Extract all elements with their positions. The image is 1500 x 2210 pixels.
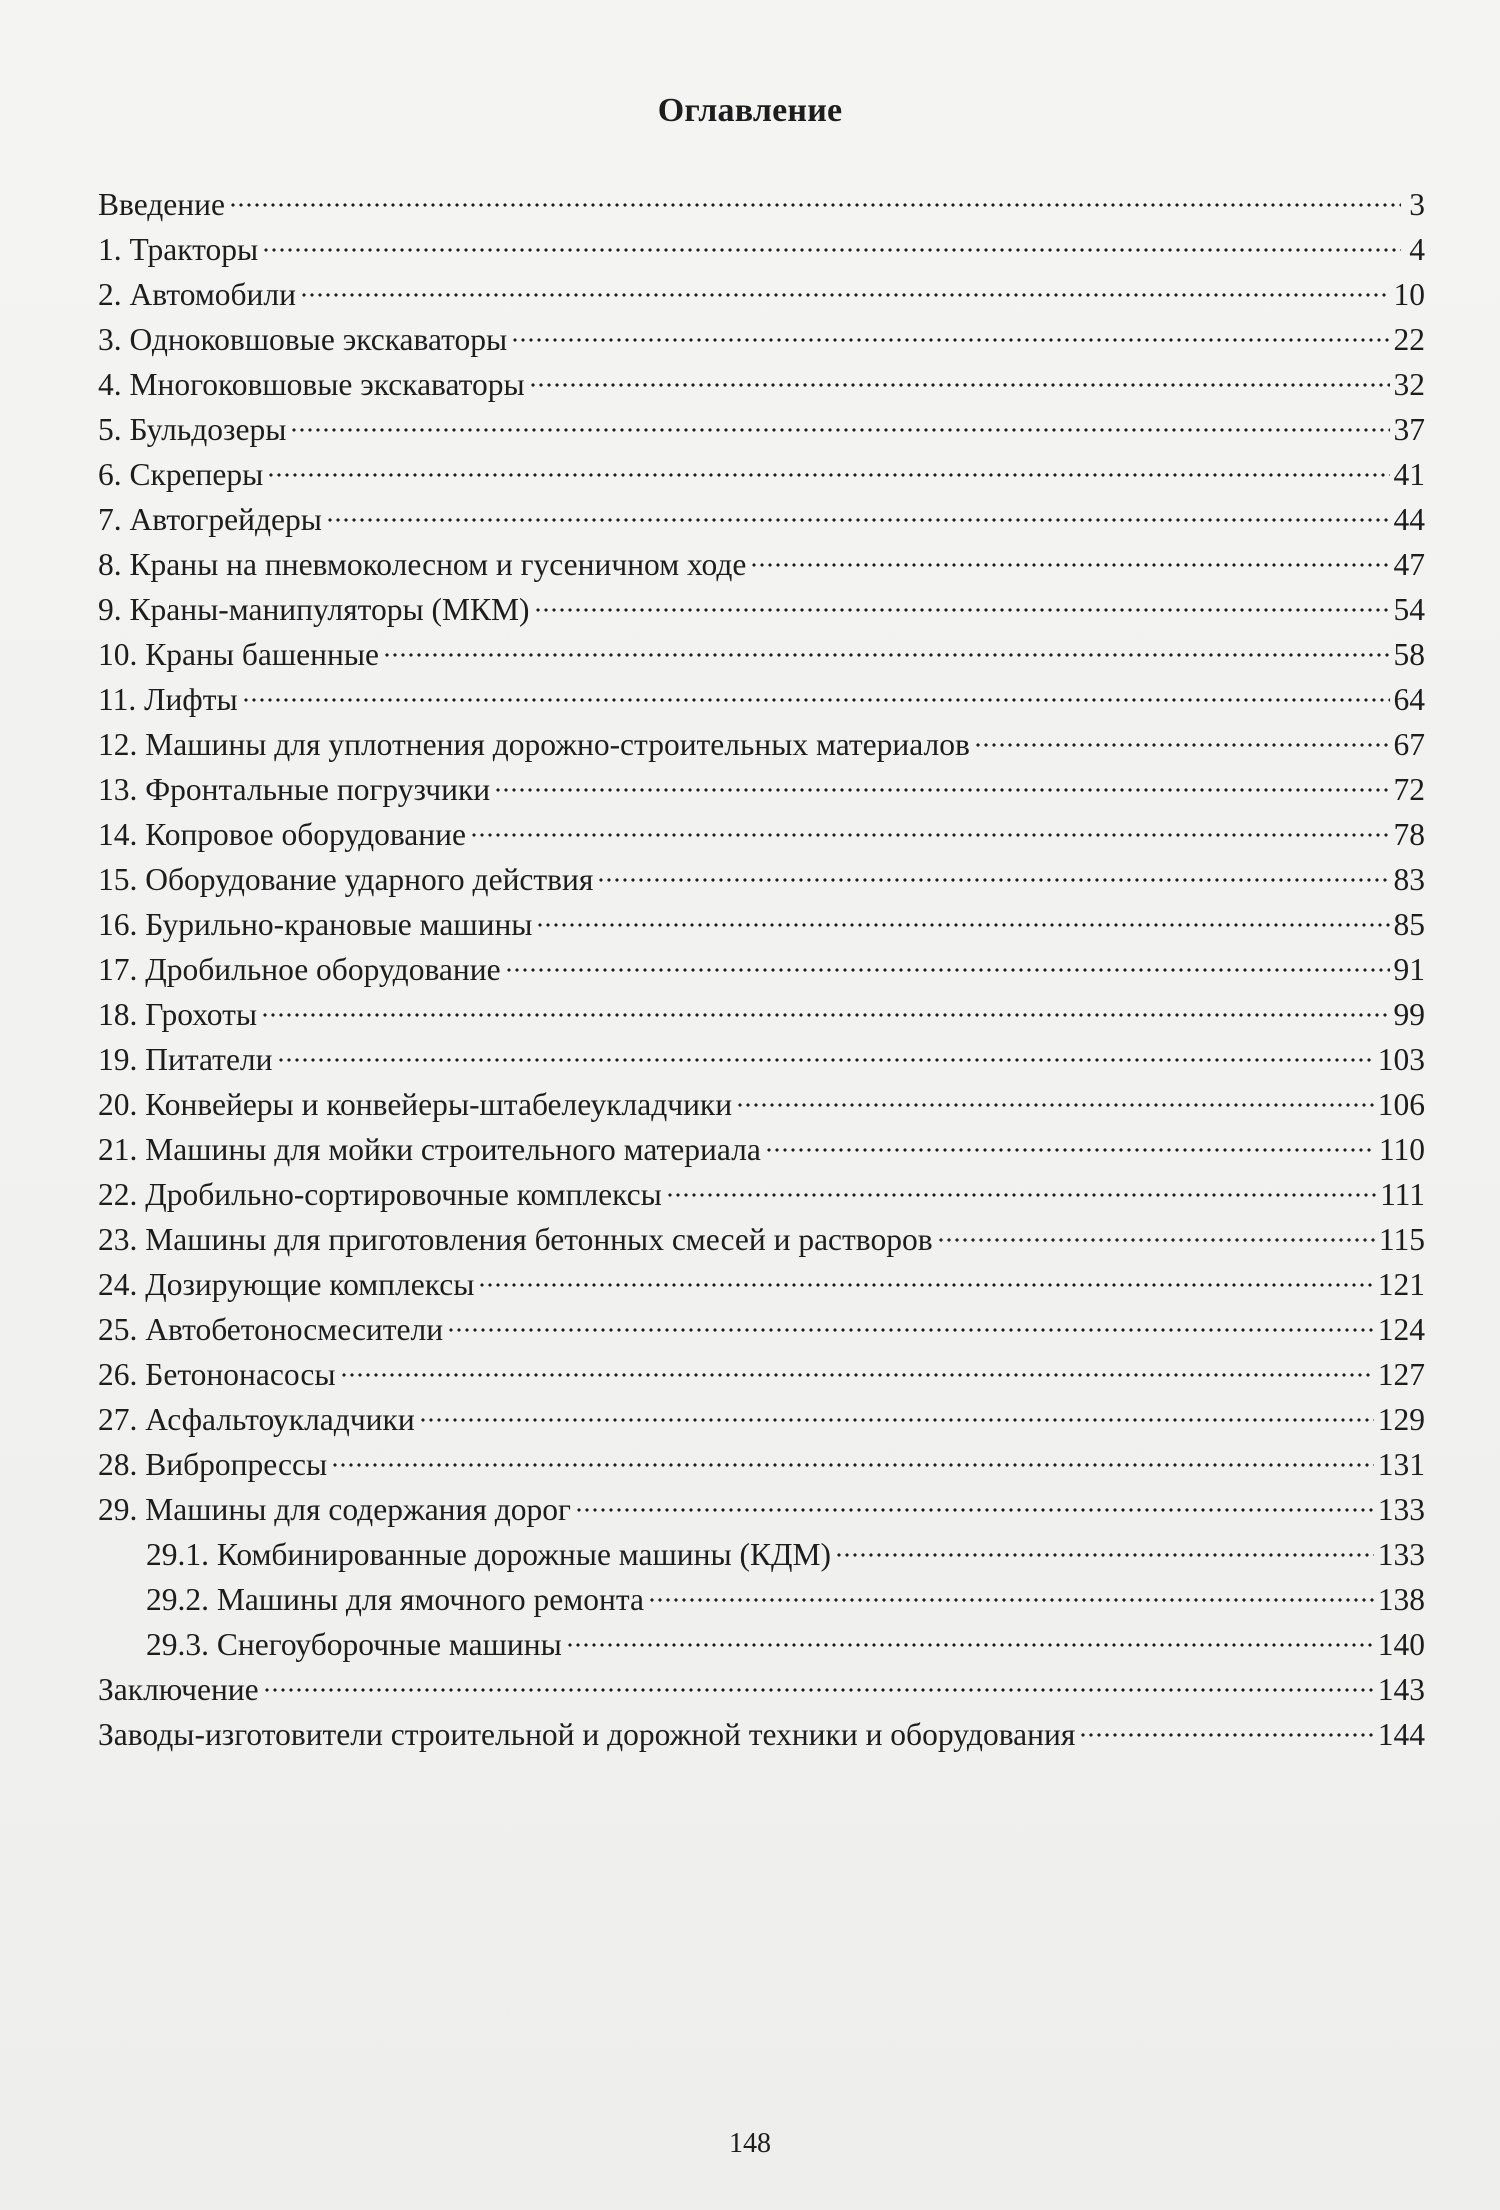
dot-leader — [229, 203, 1401, 207]
toc-entry — [98, 812, 1425, 857]
toc-entry-page: 127 — [1377, 1357, 1425, 1392]
toc-entry — [98, 1397, 1425, 1442]
dot-leader — [765, 1148, 1375, 1152]
toc-subentry — [98, 1532, 1425, 1577]
toc-entry-label: 8. Краны на пневмоколесном и гусеничном ходе — [98, 547, 747, 582]
toc-entry-page: 115 — [1378, 1222, 1425, 1257]
toc-entry-label: 15. Оборудование ударного действия — [98, 862, 594, 897]
toc-entry-page: 85 — [1393, 907, 1425, 942]
dot-leader — [536, 923, 1389, 927]
dot-leader — [974, 743, 1390, 747]
toc-entry-page: 72 — [1393, 772, 1425, 807]
toc-entry — [98, 317, 1425, 362]
toc-entry — [98, 1712, 1425, 1757]
dot-leader — [666, 1193, 1376, 1197]
toc-entry-page: 133 — [1377, 1537, 1425, 1572]
dot-leader — [494, 788, 1389, 792]
toc-entry — [98, 542, 1425, 587]
toc-entry-page: 124 — [1377, 1312, 1425, 1347]
toc-entry-page: 111 — [1380, 1177, 1425, 1212]
toc-entry — [98, 767, 1425, 812]
toc-entry-label: 24. Дозирующие комплексы — [98, 1267, 475, 1302]
toc-entry-label: 29.3. Снегоуборочные машины — [146, 1627, 562, 1662]
toc-entry-label: 12. Машины для уплотнения дорожно-строительных материалов — [98, 727, 970, 762]
toc-entry-page: 78 — [1393, 817, 1425, 852]
toc-entry-page: 121 — [1377, 1267, 1425, 1302]
toc-entry-label: 23. Машины для приготовления бетонных смесей и растворов — [98, 1222, 933, 1257]
page-title: Оглавление — [657, 92, 843, 129]
toc-entry-page: 10 — [1393, 277, 1425, 312]
toc-entry — [98, 407, 1425, 452]
toc-entry-label: 28. Вибропрессы — [98, 1447, 328, 1482]
toc-entry-label: 10. Краны башенные — [98, 637, 379, 672]
toc-entry — [98, 1217, 1425, 1262]
toc-entry-page: 32 — [1393, 367, 1425, 402]
dot-leader — [534, 608, 1390, 612]
toc-entry-page: 58 — [1393, 637, 1425, 672]
dot-leader — [261, 1013, 1389, 1017]
toc-entry-label: 26. Бетононасосы — [98, 1357, 336, 1392]
table-of-contents — [98, 182, 1425, 1757]
dot-leader — [1079, 1733, 1373, 1737]
toc-entry-label: 25. Автобетоносмесители — [98, 1312, 444, 1347]
toc-entry-page: 103 — [1377, 1042, 1425, 1077]
toc-entry — [98, 227, 1425, 272]
toc-entry — [98, 992, 1425, 1037]
toc-entry-label: 11. Лифты — [98, 682, 238, 717]
toc-entry-label: Заключение — [98, 1672, 259, 1707]
toc-entry — [98, 1352, 1425, 1397]
toc-entry-page: 47 — [1393, 547, 1425, 582]
toc-entry-label: Введение — [98, 187, 225, 222]
toc-entry-page: 131 — [1377, 1447, 1425, 1482]
toc-entry-page: 44 — [1393, 502, 1425, 537]
toc-entry-page: 67 — [1393, 727, 1425, 762]
toc-entry-label: 17. Дробильное оборудование — [98, 952, 501, 987]
toc-entry-label: 4. Многоковшовые экскаваторы — [98, 367, 525, 402]
toc-entry — [98, 857, 1425, 902]
toc-entry-page: 138 — [1377, 1582, 1425, 1617]
dot-leader — [566, 1643, 1374, 1647]
toc-entry — [98, 902, 1425, 947]
dot-leader — [511, 338, 1389, 342]
dot-leader — [736, 1103, 1374, 1107]
dot-leader — [340, 1373, 1374, 1377]
toc-entry-label: 6. Скреперы — [98, 457, 264, 492]
toc-entry-page: 144 — [1377, 1717, 1425, 1752]
toc-entry-label: 29. Машины для содержания дорог — [98, 1492, 571, 1527]
toc-entry-label: 21. Машины для мойки строительного материала — [98, 1132, 761, 1167]
toc-entry-label: 29.2. Машины для ямочного ремонта — [146, 1582, 644, 1617]
toc-entry-page: 3 — [1409, 187, 1425, 222]
toc-entry — [98, 1307, 1425, 1352]
toc-entry-page: 143 — [1377, 1672, 1425, 1707]
toc-entry-page: 4 — [1409, 232, 1425, 267]
toc-entry-page: 91 — [1393, 952, 1425, 987]
dot-leader — [277, 1058, 1374, 1062]
dot-leader — [447, 1328, 1374, 1332]
toc-entry-page: 140 — [1377, 1627, 1425, 1662]
toc-subentry — [98, 1622, 1425, 1667]
dot-leader — [242, 698, 1390, 702]
toc-entry — [98, 1487, 1425, 1532]
toc-entry — [98, 587, 1425, 632]
toc-entry — [98, 1667, 1425, 1712]
dot-leader — [750, 563, 1389, 567]
toc-entry-label: 2. Автомобили — [98, 277, 296, 312]
toc-entry-label: 14. Копровое оборудование — [98, 817, 466, 852]
toc-entry-label: 18. Грохоты — [98, 997, 258, 1032]
dot-leader — [470, 833, 1390, 837]
toc-entry-label: 22. Дробильно-сортировочные комплексы — [98, 1177, 662, 1212]
toc-entry — [98, 362, 1425, 407]
dot-leader — [529, 383, 1390, 387]
dot-leader — [263, 1688, 1374, 1692]
dot-leader — [575, 1508, 1374, 1512]
dot-leader — [331, 1463, 1374, 1467]
dot-leader — [648, 1598, 1374, 1602]
toc-entry-page: 22 — [1393, 322, 1425, 357]
toc-entry-page: 41 — [1393, 457, 1425, 492]
toc-entry-label: 20. Конвейеры и конвейеры-штабелеукладчики — [98, 1087, 733, 1122]
toc-entry — [98, 1172, 1425, 1217]
dot-leader — [383, 653, 1390, 657]
toc-entry-page: 54 — [1393, 592, 1425, 627]
toc-entry-label: 27. Асфальтоукладчики — [98, 1402, 415, 1437]
toc-entry — [98, 272, 1425, 317]
toc-entry — [98, 452, 1425, 497]
toc-entry-page: 83 — [1393, 862, 1425, 897]
toc-entry-page: 106 — [1377, 1087, 1425, 1122]
toc-entry-label: Заводы-изготовители строительной и дорожной техники и оборудования — [98, 1717, 1076, 1752]
dot-leader — [419, 1418, 1374, 1422]
dot-leader — [326, 518, 1390, 522]
toc-entry-page: 133 — [1377, 1492, 1425, 1527]
toc-entry-label: 1. Тракторы — [98, 232, 259, 267]
toc-entry-label: 13. Фронтальные погрузчики — [98, 772, 491, 807]
toc-entry-page: 99 — [1393, 997, 1425, 1032]
dot-leader — [262, 248, 1401, 252]
toc-entry-label: 19. Питатели — [98, 1042, 273, 1077]
dot-leader — [290, 428, 1389, 432]
toc-entry-page: 64 — [1393, 682, 1425, 717]
page-number: 148 — [729, 2128, 771, 2159]
toc-entry-page: 37 — [1393, 412, 1425, 447]
dot-leader — [597, 878, 1389, 882]
toc-entry — [98, 1442, 1425, 1487]
toc-entry-label: 3. Одноковшовые экскаваторы — [98, 322, 508, 357]
dot-leader — [505, 968, 1390, 972]
toc-entry — [98, 1262, 1425, 1307]
toc-entry — [98, 677, 1425, 722]
toc-entry-label: 16. Бурильно-крановые машины — [98, 907, 533, 942]
toc-entry — [98, 182, 1425, 227]
dot-leader — [300, 293, 1390, 297]
toc-entry-label: 29.1. Комбинированные дорожные машины (КДМ) — [146, 1537, 832, 1572]
toc-entry — [98, 947, 1425, 992]
toc-entry — [98, 1127, 1425, 1172]
toc-entry-page: 110 — [1378, 1132, 1425, 1167]
toc-entry-label: 7. Автогрейдеры — [98, 502, 322, 537]
toc-entry — [98, 722, 1425, 767]
dot-leader — [267, 473, 1389, 477]
toc-subentry — [98, 1577, 1425, 1622]
toc-entry-label: 5. Бульдозеры — [98, 412, 287, 447]
dot-leader — [835, 1553, 1374, 1557]
dot-leader — [478, 1283, 1373, 1287]
toc-entry — [98, 1037, 1425, 1082]
toc-entry-page: 129 — [1377, 1402, 1425, 1437]
toc-entry-label: 9. Краны-манипуляторы (МКМ) — [98, 592, 530, 627]
toc-entry — [98, 1082, 1425, 1127]
dot-leader — [937, 1238, 1375, 1242]
toc-entry — [98, 632, 1425, 677]
toc-entry — [98, 497, 1425, 542]
